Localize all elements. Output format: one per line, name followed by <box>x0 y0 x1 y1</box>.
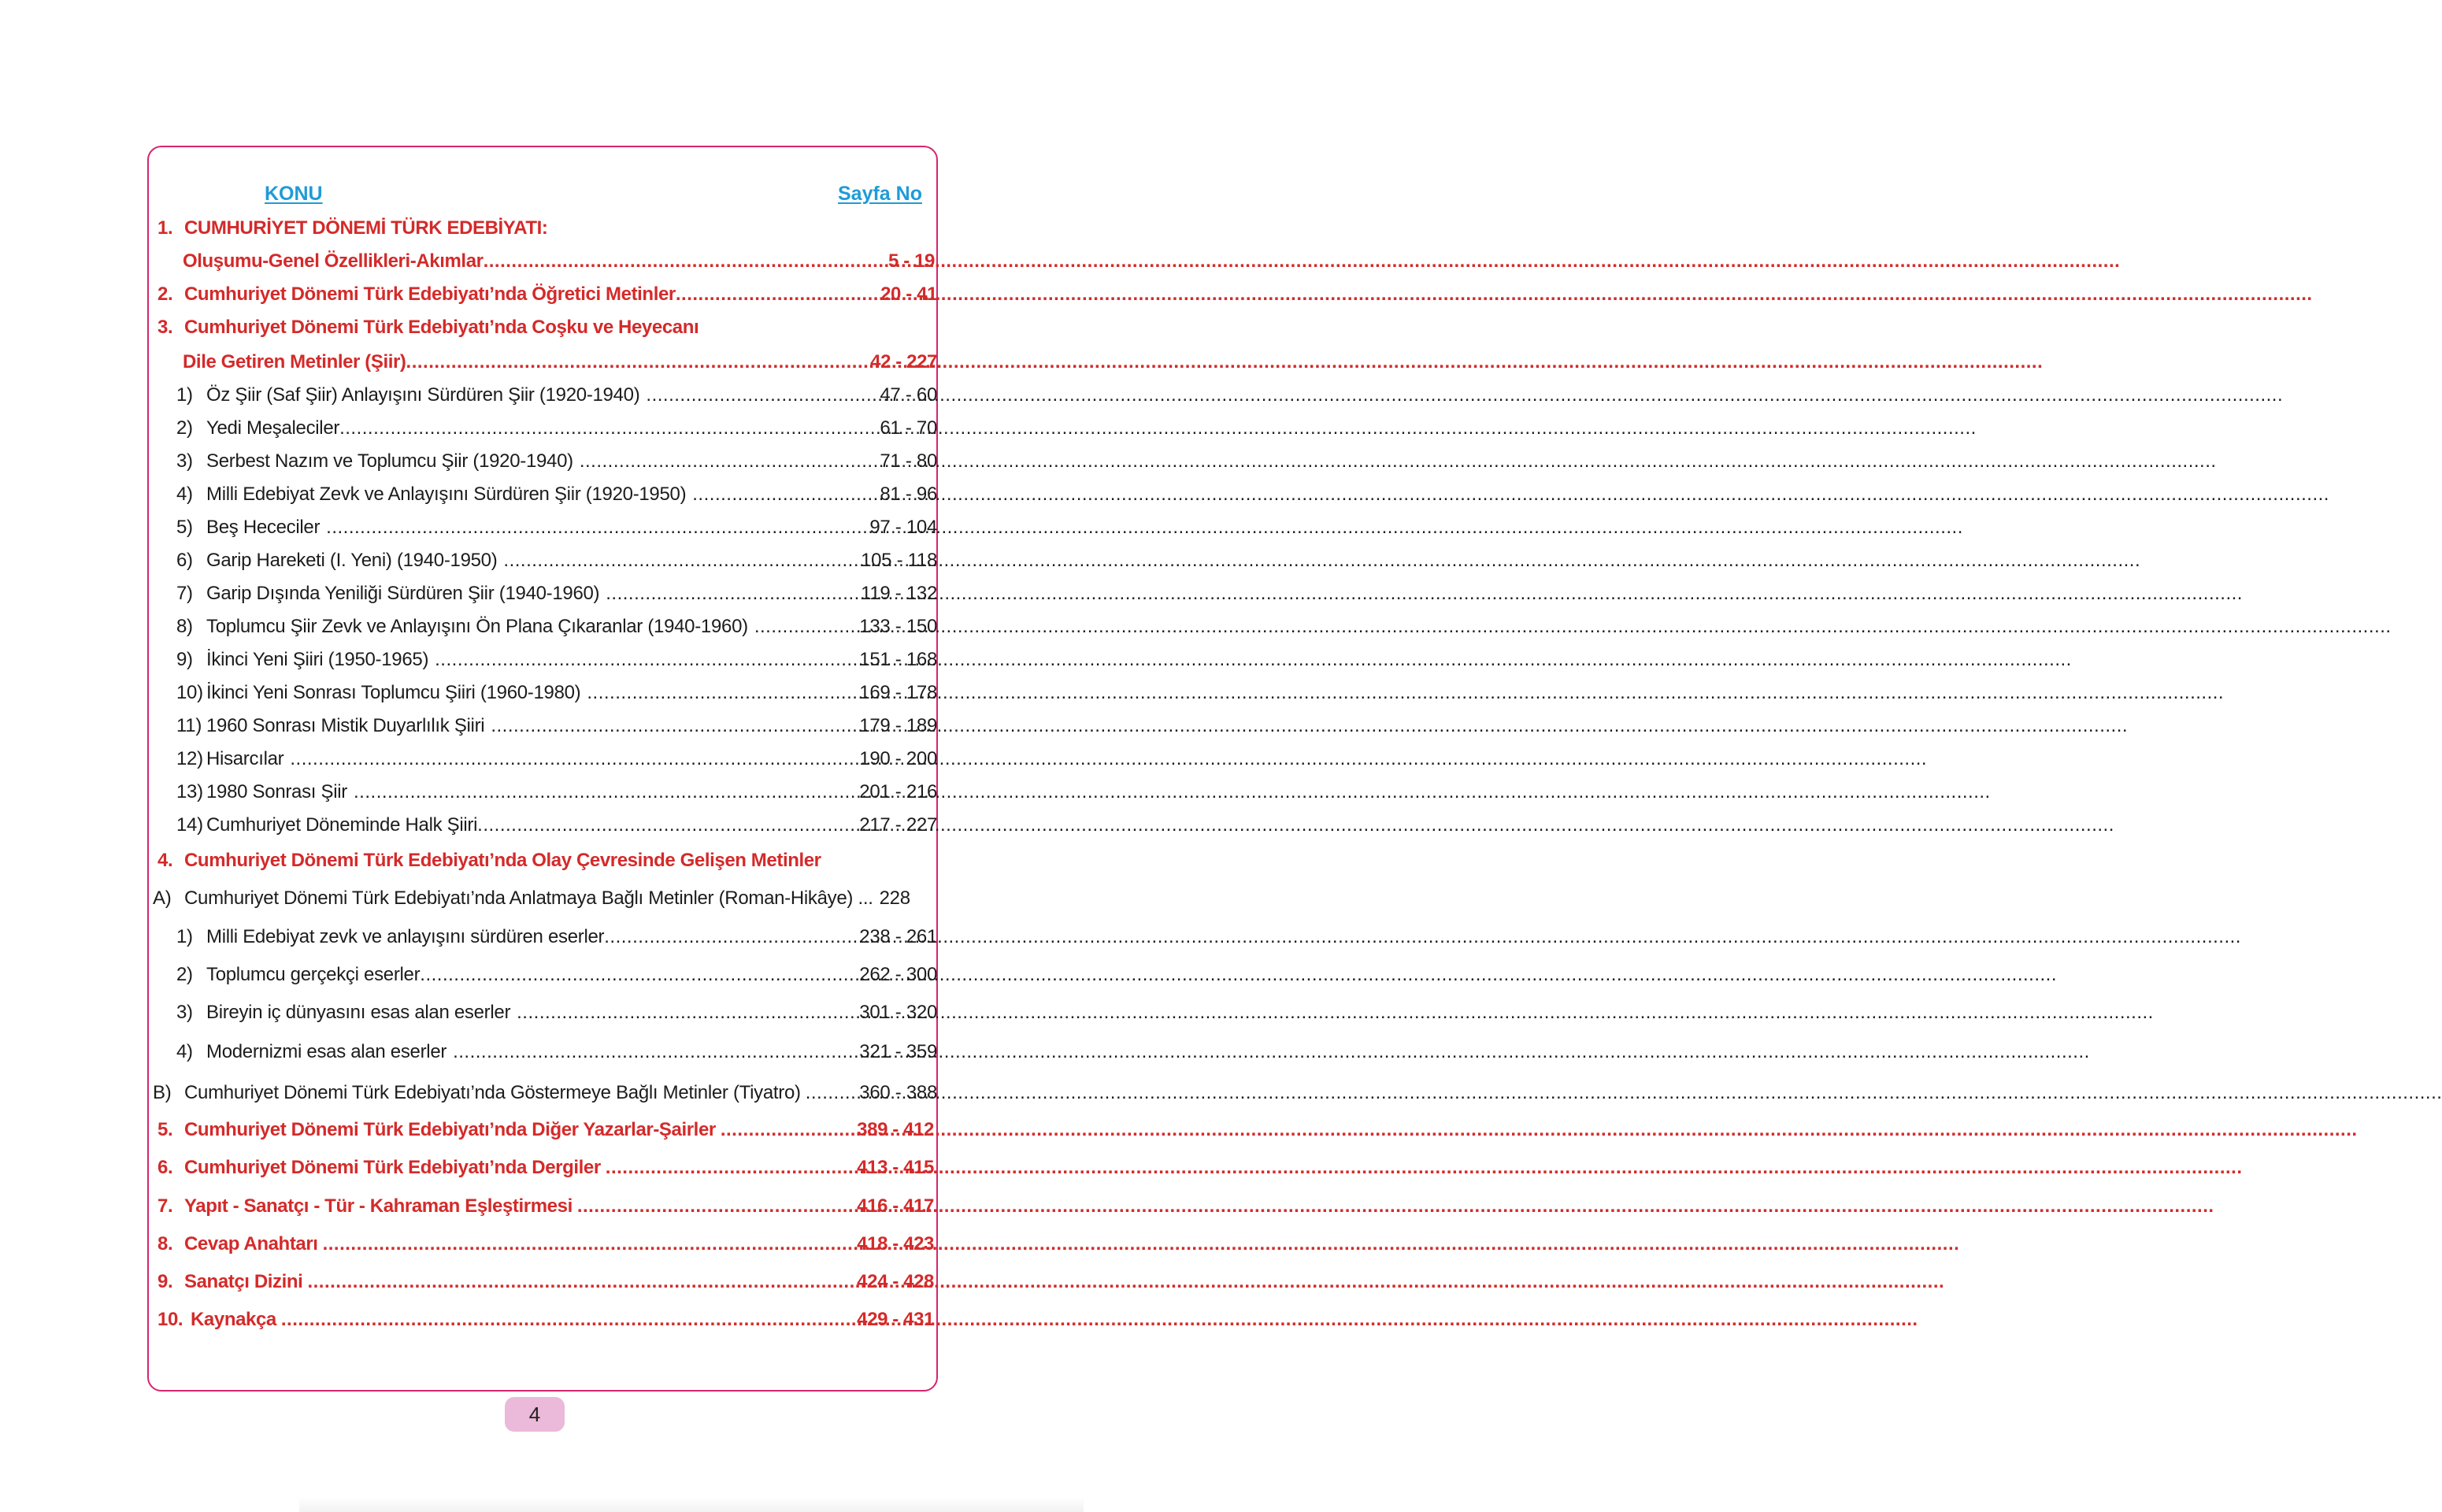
entry-number: 9. <box>157 1271 173 1292</box>
entry-number: 5) <box>176 517 193 538</box>
entry-number: 10) <box>176 682 203 703</box>
entry-pages: 151 - 168 <box>859 649 937 670</box>
entry-title: Cumhuriyet Döneminde Halk Şiiri <box>206 814 478 836</box>
toc-entry-6[interactable] <box>157 1158 934 1177</box>
entry-title: Milli Edebiyat Zevk ve Anlayışını Sürdüren Şiir (1920-1950) <box>206 484 687 505</box>
entry-title: İkinci Yeni Sonrası Toplumcu Şiiri (1960-1980) <box>206 682 581 703</box>
toc-subentry[interactable] <box>176 816 937 835</box>
leader-dots <box>577 1197 852 1216</box>
entry-title: Cumhuriyet Dönemi Türk Edebiyatı’nda Öğretici Metinler <box>184 284 676 305</box>
entry-pages: 71 - 80 <box>880 450 937 472</box>
toc-subentry[interactable] <box>176 717 937 736</box>
entry-number: 6. <box>157 1157 173 1178</box>
entry-title: Serbest Nazım ve Toplumcu Şiir (1920-1940) <box>206 450 573 472</box>
leader-dots <box>604 928 853 947</box>
entry-number: 9) <box>176 649 193 670</box>
toc-entry-3[interactable] <box>157 318 699 337</box>
entry-pages: 20 - 41 <box>880 284 937 305</box>
entry-number: 2) <box>176 964 193 985</box>
entry-number: 12) <box>176 748 203 769</box>
entry-pages: 321 - 359 <box>859 1041 937 1062</box>
topic-header: KONU <box>265 183 323 205</box>
entry-title: 1960 Sonrası Mistik Duyarlılık Şiiri <box>206 715 485 736</box>
leader-dots <box>406 353 866 372</box>
toc-subentry[interactable] <box>176 518 937 537</box>
leader-dots <box>806 1084 854 1102</box>
toc-entry-9[interactable] <box>157 1273 934 1292</box>
leader-dots <box>587 684 859 702</box>
entry-number: 6) <box>176 550 193 571</box>
entry-title: Cumhuriyet Dönemi Türk Edebiyatı’nda Olay Çevresinde Gelişen Metinler <box>184 850 821 871</box>
entry-title: Milli Edebiyat zevk ve anlayışını sürdüren eserler <box>206 926 605 947</box>
leader-dots <box>307 1273 852 1292</box>
entry-number: 1) <box>176 384 193 406</box>
leader-dots <box>503 551 861 570</box>
entry-pages: 413 - 415 <box>857 1157 934 1178</box>
entry-number: 3) <box>176 450 193 472</box>
entry-pages: 217 - 227 <box>859 814 937 836</box>
entry-title: CUMHURİYET DÖNEMİ TÜRK EDEBİYATI: <box>184 217 548 239</box>
entry-pages: 179 - 189 <box>859 715 937 736</box>
entry-pages: 262 - 300 <box>859 964 937 985</box>
entry-number: B) <box>153 1082 172 1103</box>
entry-number: 8. <box>157 1233 173 1254</box>
leader-dots <box>323 1235 853 1254</box>
entry-pages: 190 - 200 <box>859 748 937 769</box>
entry-pages: 61 - 70 <box>880 417 937 439</box>
entry-pages: 389 - 412 <box>857 1119 934 1140</box>
leader-dots <box>646 386 873 405</box>
entry-number: 3) <box>176 1002 193 1023</box>
entry-title: Toplumcu gerçekçi eserler <box>206 964 421 985</box>
entry-pages: 47 - 60 <box>880 384 937 406</box>
leader-dots <box>580 452 874 471</box>
toc-subentry[interactable] <box>176 485 937 504</box>
leader-dots <box>354 783 853 802</box>
leader-dots <box>435 650 859 669</box>
entry-pages: 81 - 96 <box>880 484 937 505</box>
toc-subentry[interactable] <box>176 750 937 769</box>
entry-pages: 418 - 423 <box>857 1233 934 1254</box>
toc-subentry[interactable] <box>176 584 937 603</box>
toc-entry-10[interactable] <box>157 1310 934 1329</box>
entry-pages: 201 - 216 <box>859 781 937 802</box>
leader-dots <box>517 1003 853 1022</box>
toc-subentry[interactable] <box>176 617 937 636</box>
entry-title: Cumhuriyet Dönemi Türk Edebiyatı’nda Dergiler <box>184 1157 601 1178</box>
entry-pages: 228 <box>879 888 910 909</box>
leader-dots <box>420 965 853 984</box>
leader-dots <box>606 584 861 603</box>
toc-subentry-b[interactable] <box>153 1084 937 1102</box>
entry-title: Yedi Meşaleciler <box>206 417 340 439</box>
entry-pages: 238 - 261 <box>859 926 937 947</box>
toc-entry-8[interactable] <box>157 1235 934 1254</box>
entry-number: 1. <box>157 217 173 239</box>
leader-dots <box>721 1121 852 1140</box>
leader-dots <box>754 617 859 636</box>
entry-title: Cumhuriyet Dönemi Türk Edebiyatı’nda Anlatmaya Bağlı Metinler (Roman-Hikâye) ... <box>184 888 873 909</box>
entry-pages: 105 - 118 <box>861 550 937 571</box>
toc-entry-1[interactable] <box>157 219 547 238</box>
leader-dots <box>692 485 873 504</box>
entry-title: Öz Şiir (Saf Şiir) Anlayışını Sürdüren Şiir (1920-1940) <box>206 384 640 406</box>
entry-title: Cevap Anahtarı <box>184 1233 318 1254</box>
entry-number: 13) <box>176 781 203 802</box>
toc-entry-7[interactable] <box>157 1197 934 1216</box>
entry-title: Oluşumu-Genel Özellikleri-Akımlar <box>183 250 484 272</box>
toc-subentry[interactable] <box>176 551 937 570</box>
entry-title: Kaynakça <box>191 1309 276 1330</box>
entry-title: Cumhuriyet Dönemi Türk Edebiyatı’nda Diğer Yazarlar-Şairler <box>184 1119 716 1140</box>
entry-title: Dile Getiren Metinler (Şiir) <box>183 351 406 372</box>
entry-number: 5. <box>157 1119 173 1140</box>
entry-number: 4. <box>157 850 173 871</box>
entry-title: Bireyin iç dünyasını esas alan eserler <box>206 1002 511 1023</box>
entry-number: 4) <box>176 1041 193 1062</box>
toc-subentry[interactable] <box>176 684 937 702</box>
entry-number: 8) <box>176 616 193 637</box>
entry-pages: 42 - 227 <box>870 351 937 372</box>
page-shadow <box>299 1496 1084 1512</box>
toc-entry-1-sub[interactable] <box>183 252 935 271</box>
leader-dots <box>491 717 853 736</box>
entry-title: Sanatçı Dizini <box>184 1271 303 1292</box>
toc-subentry[interactable] <box>176 650 937 669</box>
toc-entry-5[interactable] <box>157 1121 934 1140</box>
leader-dots <box>290 750 859 769</box>
entry-number: 11) <box>176 715 202 736</box>
entry-title: Cumhuriyet Dönemi Türk Edebiyatı’nda Coşku ve Heyecanı <box>184 317 699 338</box>
toc-subentry-a[interactable] <box>153 889 910 908</box>
entry-title: İkinci Yeni Şiiri (1950-1965) <box>206 649 429 670</box>
toc-entry-3-sub[interactable] <box>183 353 937 372</box>
leader-dots <box>453 1043 853 1062</box>
entry-pages: 133 - 150 <box>859 616 937 637</box>
entry-title: Toplumcu Şiir Zevk ve Anlayışını Ön Plana Çıkaranlar (1940-1960) <box>206 616 748 637</box>
leader-dots <box>676 285 877 304</box>
toc-subentry[interactable] <box>176 783 937 802</box>
entry-number: 7. <box>157 1195 173 1217</box>
entry-title: Yapıt - Sanatçı - Tür - Kahraman Eşleştirmesi <box>184 1195 573 1217</box>
leader-dots <box>339 419 873 438</box>
toc-subentry[interactable] <box>176 965 937 984</box>
entry-pages: 429 - 431 <box>857 1309 934 1330</box>
leader-dots <box>477 816 853 835</box>
entry-title: Garip Dışında Yeniliği Sürdüren Şiir (1940-1960) <box>206 583 600 604</box>
toc-subentry[interactable] <box>176 928 937 947</box>
page-number-badge: 4 <box>505 1397 565 1432</box>
leader-dots <box>326 518 863 537</box>
entry-title: Cumhuriyet Dönemi Türk Edebiyatı’nda Göstermeye Bağlı Metinler (Tiyatro) <box>184 1082 801 1103</box>
entry-number: 7) <box>176 583 193 604</box>
entry-title: 1980 Sonrası Şiir <box>206 781 348 802</box>
entry-number: 1) <box>176 926 193 947</box>
toc-entry-2[interactable] <box>157 285 937 304</box>
toc-subentry[interactable] <box>176 386 937 405</box>
entry-title: Beş Hececiler <box>206 517 321 538</box>
toc-subentry[interactable] <box>176 1043 937 1062</box>
entry-number: A) <box>153 888 172 909</box>
entry-pages: 169 - 178 <box>859 682 937 703</box>
entry-number: 14) <box>176 814 203 836</box>
toc-subentry[interactable] <box>176 452 937 471</box>
toc-subentry[interactable] <box>176 419 937 438</box>
leader-dots <box>281 1310 852 1329</box>
entry-pages: 301 - 320 <box>859 1002 937 1023</box>
entry-number: 10. <box>157 1309 183 1330</box>
entry-number: 2) <box>176 417 193 439</box>
entry-number: 4) <box>176 484 193 505</box>
entry-number: 2. <box>157 284 173 305</box>
entry-number: 3. <box>157 317 173 338</box>
entry-title: Garip Hareketi (I. Yeni) (1940-1950) <box>206 550 498 571</box>
entry-pages: 119 - 132 <box>861 583 937 604</box>
entry-pages: 360 - 388 <box>859 1082 937 1103</box>
entry-title: Modernizmi esas alan eserler <box>206 1041 447 1062</box>
entry-pages: 424 - 428 <box>857 1271 934 1292</box>
page-no-header: Sayfa No <box>838 183 922 205</box>
entry-pages: 5 - 19 <box>888 250 935 272</box>
leader-dots <box>606 1158 852 1177</box>
entry-title: Hisarcılar <box>206 748 284 769</box>
entry-pages: 416 - 417 <box>857 1195 934 1217</box>
leader-dots <box>484 252 884 271</box>
toc-entry-4[interactable] <box>157 851 821 870</box>
toc-subentry[interactable] <box>176 1003 937 1022</box>
entry-pages: 97 - 104 <box>869 517 937 538</box>
